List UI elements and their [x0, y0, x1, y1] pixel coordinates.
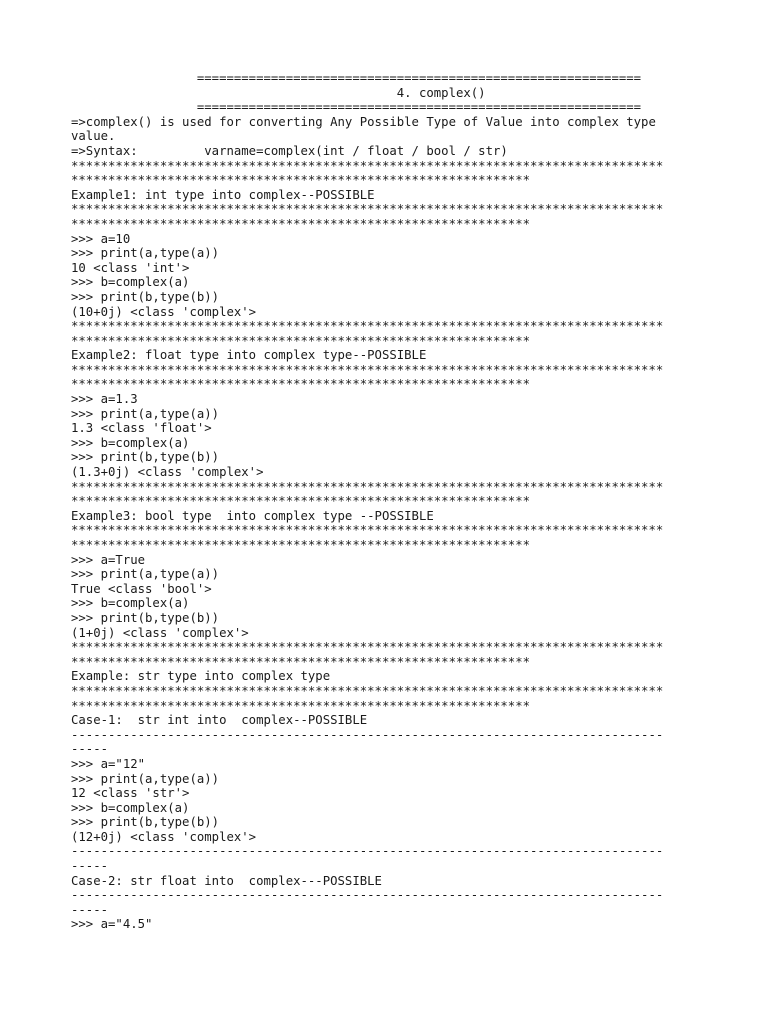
section-title: 4. complex(): [71, 85, 486, 100]
example-heading: Example2: float type into complex type--POSSIBLE: [71, 348, 427, 363]
separator-line: **************************************************************: [71, 698, 531, 713]
title-rule-bottom: ============================================================: [71, 100, 642, 115]
separator-line: ********************************************************************************: [71, 158, 664, 173]
case-heading: Case-1: str int into complex--POSSIBLE: [71, 713, 368, 728]
dash-separator-line: -----: [71, 742, 109, 757]
separator-line: **************************************************************: [71, 538, 531, 552]
case-heading: Case-2: str float into complex---POSSIBLE: [71, 873, 382, 888]
dash-separator-line: --------------------------------------------------------------------------------: [71, 888, 664, 903]
code-line: >>> b=complex(a): [71, 596, 190, 611]
example-heading: Example3: bool type into complex type --POSSIBLE: [71, 508, 434, 523]
example-heading: Example1: int type into complex--POSSIBLE: [71, 187, 375, 202]
separator-line: ********************************************************************************: [71, 479, 664, 494]
separator-line: ********************************************************************************: [71, 640, 664, 655]
code-line: >>> b=complex(a): [71, 435, 190, 450]
dash-separator-line: -----: [71, 902, 109, 917]
separator-line: ********************************************************************************: [71, 683, 664, 698]
output-line: (10+0j) <class 'complex'>: [71, 304, 257, 319]
separator-line: ********************************************************************************: [71, 523, 664, 538]
code-line: >>> b=complex(a): [71, 275, 190, 290]
code-line: >>> a=True: [71, 552, 146, 567]
code-line: >>> print(b,type(b)): [71, 450, 220, 465]
separator-line: **************************************************************: [71, 377, 531, 392]
code-line: >>> a="4.5": [71, 917, 153, 932]
description-line: =>complex() is used for converting Any Possible Type of Value into complex type: [71, 114, 656, 129]
code-line: >>> print(a,type(a)): [71, 246, 220, 261]
code-line: >>> a=1.3: [71, 392, 138, 407]
separator-line: **************************************************************: [71, 173, 531, 188]
code-line: >>> b=complex(a): [71, 800, 190, 815]
code-line: >>> print(a,type(a)): [71, 567, 220, 582]
code-line: >>> print(b,type(b)): [71, 815, 220, 830]
output-line: 12 <class 'str'>: [71, 786, 190, 801]
separator-line: **************************************************************: [71, 333, 531, 348]
separator-line: ********************************************************************************: [71, 202, 664, 217]
output-line: (12+0j) <class 'complex'>: [71, 829, 257, 844]
output-line: 10 <class 'int'>: [71, 260, 190, 275]
output-line: 1.3 <class 'float'>: [71, 421, 212, 436]
separator-line: **************************************************************: [71, 216, 531, 231]
syntax-line: =>Syntax: varname=complex(int / float / bool / str): [71, 143, 508, 158]
code-line: >>> a="12": [71, 756, 146, 771]
code-line: >>> print(b,type(b)): [71, 289, 220, 304]
separator-line: **************************************************************: [71, 654, 531, 669]
document-page: [71, 71, 711, 932]
dash-separator-line: -----: [71, 859, 109, 874]
title-rule-top: ============================================================: [71, 71, 642, 85]
code-line: >>> a=10: [71, 231, 131, 246]
dash-separator-line: --------------------------------------------------------------------------------: [71, 727, 664, 742]
separator-line: ********************************************************************************: [71, 319, 664, 334]
code-line: >>> print(b,type(b)): [71, 610, 220, 625]
example-heading: Example: str type into complex type: [71, 669, 331, 684]
output-line: (1.3+0j) <class 'complex'>: [71, 465, 264, 480]
output-line: True <class 'bool'>: [71, 581, 212, 596]
code-line: >>> print(a,type(a)): [71, 406, 220, 421]
separator-line: **************************************************************: [71, 494, 531, 509]
dash-separator-line: --------------------------------------------------------------------------------: [71, 844, 664, 859]
code-line: >>> print(a,type(a)): [71, 771, 220, 786]
output-line: (1+0j) <class 'complex'>: [71, 625, 249, 640]
description-line: value.: [71, 129, 116, 144]
separator-line: ********************************************************************************: [71, 362, 664, 377]
